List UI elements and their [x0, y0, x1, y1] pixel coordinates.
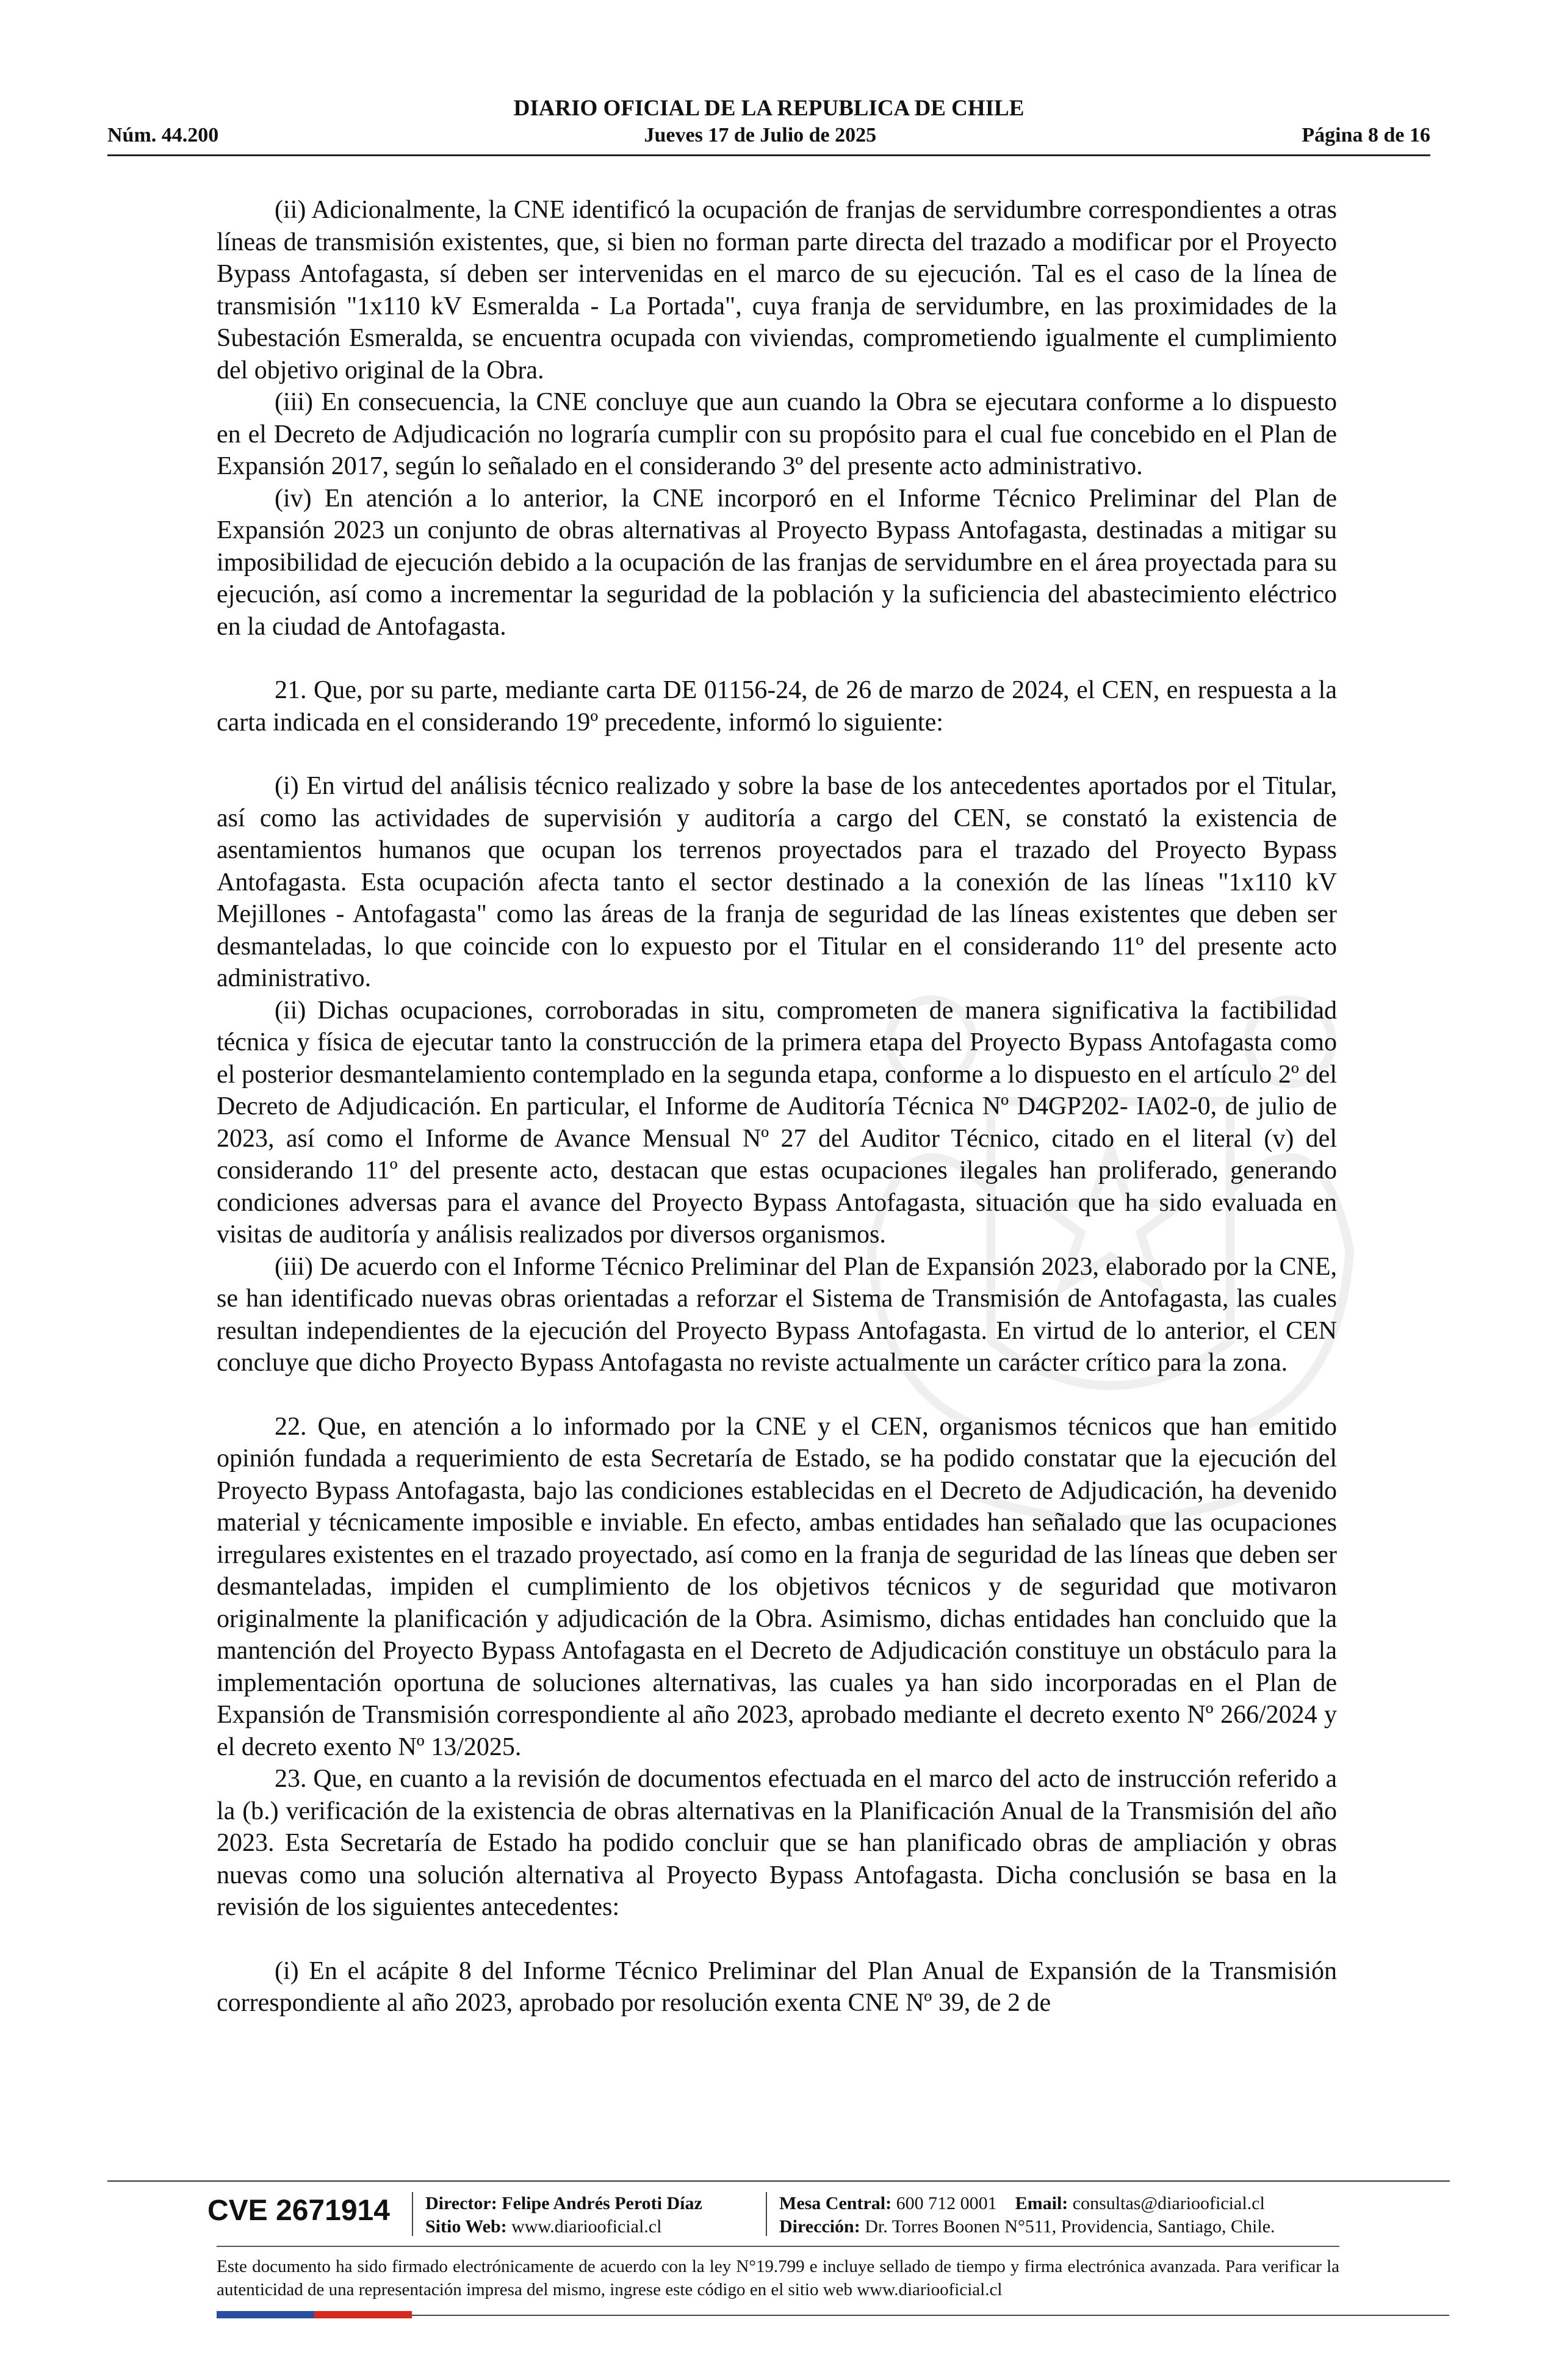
footer-separator [412, 2192, 413, 2236]
footer-separator [766, 2192, 767, 2236]
footer-divider-secondary [217, 2246, 1339, 2247]
flag-blue-segment [217, 2311, 314, 2318]
paragraph: 22. Que, en atención a lo informado por la CNE y el CEN, organismos técnicos que han emitido opinión fundada a requerimiento de esta Secretaría de Estado, se ha podido constatar que la ejecución del Proyecto Bypass Antofagasta, bajo las condiciones establecidas en el Decreto de Adjudicación, ha devenido material y técnicamente imposible e inviable. En efecto, ambas entidades han señalado que las ocupaciones irregulares existentes en el trazado proyectado, así como en la franja de seguridad de las líneas que deben ser desmanteladas, impiden el cumplimiento de los objetivos técnicos y de seguridad que motivaron originalmente la planificación y adjudicación de la Obra. Asimismo, dichas entidades han concluido que la mantención del Proyecto Bypass Antofagasta en el Decreto de Adjudicación constituye un obstáculo para la implementación oportuna de soluciones alternativas, las cuales ya han sido incorporadas en el Plan de Expansión de Transmisión correspondiente al año 2023, aprobado mediante el decreto exento Nº 266/2024 y el decreto exento Nº 13/2025. [217, 1412, 1337, 1761]
flag-stripe-line [412, 2315, 1449, 2316]
document-body [217, 194, 1337, 2019]
flag-red-segment [314, 2311, 412, 2318]
email-link[interactable]: consultas@diariooficial.cl [1072, 2193, 1265, 2213]
director-label: Director: [425, 2193, 497, 2213]
paragraph: 23. Que, en cuanto a la revisión de documentos efectuada en el marco del acto de instrucción referido a la (b.) verificación de la existencia de obras alternativas en la Planificación Anual de la Transmisión del año 2023. Esta Secretaría de Estado ha podido concluir que se han planificado obras de ampliación y obras nuevas como una solución alternativa al Proyecto Bypass Antofagasta. Dicha conclusión se basa en la revisión de los siguientes antecedentes: [217, 1765, 1337, 1921]
footer-divider [107, 2180, 1450, 2182]
site-link[interactable]: www.diariooficial.cl [511, 2216, 662, 2237]
footer-contact-block [779, 2192, 1275, 2238]
header-divider [107, 154, 1430, 156]
site-label: Sitio Web: [425, 2216, 507, 2237]
paragraph: 21. Que, por su parte, mediante carta DE 01156-24, de 26 de marzo de 2024, el CEN, en respuesta a la carta indicada en el considerando 19º precedente, informó lo siguiente: [217, 676, 1337, 737]
cve-code: CVE 2671914 [207, 2194, 390, 2227]
footer-director-block [425, 2192, 702, 2238]
address-value: Dr. Torres Boonen N°511, Providencia, Santiago, Chile. [865, 2216, 1275, 2237]
paragraph: (i) En virtud del análisis técnico realizado y sobre la base de los antecedentes aportados por el Titular, así como las actividades de supervisión y auditoría a cargo del CEN, se constató la existencia de asentamientos humanos que ocupan los terrenos proyectados para el trazado del Proyecto Bypass Antofagasta. Esta ocupación afecta tanto el sector destinado a la conexión de las líneas "1x110 kV Mejillones - Antofagasta" como las áreas de la franja de seguridad de las líneas existentes que deben ser desmanteladas, lo que coincide con lo expuesto por el Titular en el considerando 11º del presente acto administrativo. [217, 772, 1337, 992]
phone-label: Mesa Central: [779, 2193, 892, 2213]
header-info-row [107, 122, 1430, 149]
issue-date: Jueves 17 de Julio de 2025 [644, 124, 877, 146]
signature-disclaimer: Este documento ha sido firmado electrónicamente de acuerdo con la ley N°19.799 e incluye sellado de tiempo y firma electrónica avanzada. Para verificar la autenticidad de una representación impresa del mismo, ingrese este código en el sitio web www.diariooficial.cl [217, 2257, 1339, 2299]
paragraph: (iii) En consecuencia, la CNE concluye que aun cuando la Obra se ejecutara conforme a lo dispuesto en el Decreto de Adjudicación no lograría cumplir con su propósito para el cual fue concebido en el Plan de Expansión 2017, según lo señalado en el considerando 3º del presente acto administrativo. [217, 388, 1337, 480]
flag-stripe [217, 2311, 412, 2318]
paragraph: (ii) Adicionalmente, la CNE identificó la ocupación de franjas de servidumbre correspondientes a otras líneas de transmisión existentes, que, si bien no forman parte directa del trazado a modificar por el Proyecto Bypass Antofagasta, sí deben ser intervenidas en el marco de su ejecución. Tal es el caso de la línea de transmisión "1x110 kV Esmeralda - La Portada", cuya franja de servidumbre, en las proximidades de la Subestación Esmeralda, se encuentra ocupada con viviendas, comprometiendo igualmente el cumplimiento del objetivo original de la Obra. [217, 196, 1337, 384]
phone-value: 600 712 0001 [896, 2193, 997, 2213]
page-number: Página 8 de 16 [1302, 124, 1430, 146]
address-label: Dirección: [779, 2216, 860, 2237]
issue-number: Núm. 44.200 [107, 124, 219, 146]
paragraph: (ii) Dichas ocupaciones, corroboradas in situ, comprometen de manera significativa la factibilidad técnica y física de ejecutar tanto la construcción de la primera etapa del Proyecto Bypass Antofagasta como el posterior desmantelamiento contemplado en la segunda etapa, conforme a lo dispuesto en el artículo 2º del Decreto de Adjudicación. En particular, el Informe de Auditoría Técnica Nº D4GP202- IA02-0, de julio de 2023, así como el Informe de Avance Mensual Nº 27 del Auditor Técnico, citado en el literal (v) del considerando 11º del presente acto, destacan que estas ocupaciones ilegales han proliferado, generando condiciones adversas para el avance del Proyecto Bypass Antofagasta, situación que ha sido evaluada en visitas de auditoría y análisis realizados por diversos organismos. [217, 996, 1337, 1249]
page-header [107, 95, 1430, 149]
email-label: Email: [1015, 2193, 1068, 2213]
paragraph: (iii) De acuerdo con el Informe Técnico Preliminar del Plan de Expansión 2023, elaborado por la CNE, se han identificado nuevas obras orientadas a reforzar el Sistema de Transmisión de Antofagasta, las cuales resultan independientes de la ejecución del Proyecto Bypass Antofagasta. En virtud de lo anterior, el CEN concluye que dicho Proyecto Bypass Antofagasta no reviste actualmente un carácter crítico para la zona. [217, 1252, 1337, 1377]
paragraph: (iv) En atención a lo anterior, la CNE incorporó en el Informe Técnico Preliminar del Plan de Expansión 2023 un conjunto de obras alternativas al Proyecto Bypass Antofagasta, destinadas a mitigar su imposibilidad de ejecución debido a la ocupación de las franjas de servidumbre en el área proyectada para su ejecución, así como a incrementar la seguridad de la población y la suficiencia del abastecimiento eléctrico en la ciudad de Antofagasta. [217, 484, 1337, 641]
newspaper-title: DIARIO OFICIAL DE LA REPUBLICA DE CHILE [513, 96, 1025, 121]
paragraph: (i) En el acápite 8 del Informe Técnico Preliminar del Plan Anual de Expansión de la Transmisión correspondiente al año 2023, aprobado por resolución exenta CNE Nº 39, de 2 de [217, 1956, 1337, 2017]
director-name: Felipe Andrés Peroti Díaz [502, 2193, 702, 2213]
